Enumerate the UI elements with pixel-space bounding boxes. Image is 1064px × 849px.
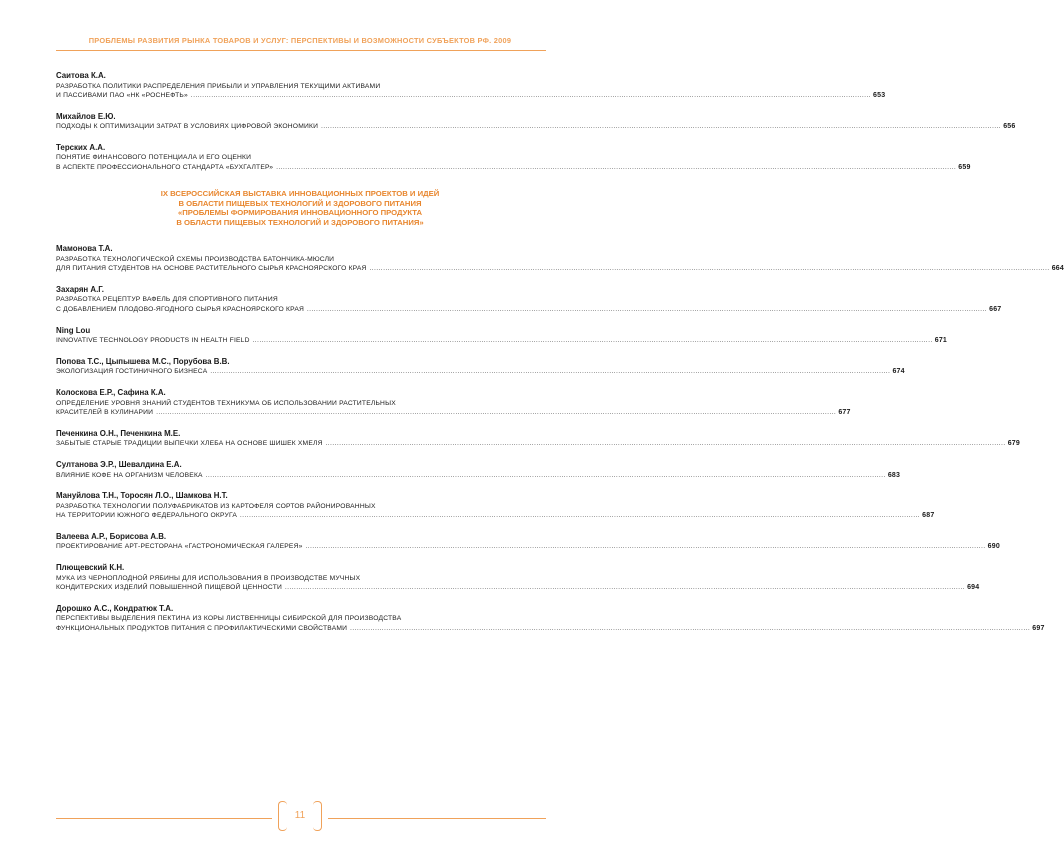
entry-author: Валеева А.Р., Борисова А.В. xyxy=(56,531,167,541)
toc-entry[interactable] xyxy=(56,356,905,378)
entry-page-number[interactable]: 683 xyxy=(887,471,901,479)
entry-author: Терских А.А. xyxy=(56,142,106,152)
entry-page-number[interactable]: 659 xyxy=(958,163,971,171)
entry-title-row xyxy=(56,439,1020,449)
toc-entry[interactable] xyxy=(56,142,971,173)
entry-author: Султанова Э.Р., Шевалдина Е.А. xyxy=(56,460,182,470)
entry-title-row xyxy=(56,264,1064,274)
entry-title-line: ПРОЕКТИРОВАНИЕ АРТ-РЕСТОРАНА «ГАСТРОНОМИЧЕСКАЯ ГАЛЕРЕЯ» xyxy=(56,543,303,551)
entry-title-row xyxy=(56,583,980,593)
toc-entry[interactable] xyxy=(56,428,1020,450)
header-divider xyxy=(56,50,546,51)
left-bracket-icon xyxy=(278,801,287,831)
dot-leader: ............................................................................................................................................................................................................................................................................................................ xyxy=(156,409,837,416)
toc-entry[interactable] xyxy=(56,388,851,418)
entry-title-row xyxy=(56,542,1000,552)
dot-leader: ............................................................................................................................................................................................................................................................................................................ xyxy=(276,164,957,171)
entry-author: Дорошко А.С., Кондратюк Т.А. xyxy=(56,603,174,613)
entry-author: Саитова К.А. xyxy=(56,71,106,80)
entry-page-number[interactable]: 694 xyxy=(967,584,980,592)
entry-title-row xyxy=(56,336,948,346)
entry-title-line: ДЛЯ ПИТАНИЯ СТУДЕНТОВ НА ОСНОВЕ РАСТИТЕЛЬНОГО СЫРЬЯ КРАСНОЯРСКОГО КРАЯ xyxy=(56,265,367,273)
entry-title-row xyxy=(56,471,901,481)
entry-page-number[interactable]: 656 xyxy=(1003,123,1016,131)
toc-entry[interactable] xyxy=(56,111,1016,133)
entry-title-line: МУКА ИЗ ЧЕРНОПЛОДНОЙ РЯБИНЫ ДЛЯ ИСПОЛЬЗОВАНИЯ В ПРОИЗВОДСТВЕ МУЧНЫХ xyxy=(56,574,361,582)
section-heading-line: «ПРОБЛЕМЫ ФОРМИРОВАНИЯ ИННОВАЦИОННОГО ПРОДУКТА xyxy=(177,208,423,218)
toc-entry[interactable] xyxy=(56,325,948,347)
entry-page-number[interactable]: 697 xyxy=(1032,624,1045,632)
entry-author: Михайлов Е.Ю. xyxy=(56,111,116,121)
entry-title-line: В АСПЕКТЕ ПРОФЕССИОНАЛЬНОГО СТАНДАРТА «БУХГАЛТЕР» xyxy=(56,163,274,171)
section-heading-line: В ОБЛАСТИ ПИЩЕВЫХ ТЕХНОЛОГИЙ И ЗДОРОВОГО ПИТАНИЯ» xyxy=(176,217,424,227)
entry-title-line: РАЗРАБОТКА РЕЦЕПТУР ВАФЕЛЬ ДЛЯ СПОРТИВНОГО ПИТАНИЯ xyxy=(56,296,278,304)
entry-author: Ning Lou xyxy=(56,325,91,335)
dot-leader: ............................................................................................................................................................................................................................................................................................................ xyxy=(325,441,1006,448)
entry-title-line: РАЗРАБОТКА ТЕХНОЛОГИИ ПОЛУФАБРИКАТОВ ИЗ КАРТОФЕЛЯ СОРТОВ РАЙОНИРОВАННЫХ xyxy=(56,502,376,510)
entry-title-line: РАЗРАБОТКА ТЕХНОЛОГИЧЕСКОЙ СХЕМЫ ПРОИЗВОДСТВА БАТОНЧИКА-МЮСЛИ xyxy=(56,255,335,263)
entry-title-row xyxy=(56,511,935,521)
footer-divider-right xyxy=(328,818,546,819)
toc-entry[interactable] xyxy=(56,244,1064,274)
section-heading-line: В ОБЛАСТИ ПИЩЕВЫХ ТЕХНОЛОГИЙ И ЗДОРОВОГО ПИТАНИЯ xyxy=(178,198,422,208)
entry-title-row xyxy=(56,367,905,377)
dot-leader: ............................................................................................................................................................................................................................................................................................................ xyxy=(284,585,966,592)
section-heading xyxy=(56,189,544,227)
entry-title-row xyxy=(56,122,1016,132)
page-number-box xyxy=(278,801,322,831)
entry-author: Захарян А.Г. xyxy=(56,284,104,294)
entry-title-line: ПОДХОДЫ К ОПТИМИЗАЦИИ ЗАТРАТ В УСЛОВИЯХ ЦИФРОВОЙ ЭКОНОМИКИ xyxy=(56,123,319,131)
entry-title-row xyxy=(56,408,851,418)
entry-page-number[interactable]: 667 xyxy=(989,305,1002,313)
entry-page-number[interactable]: 653 xyxy=(873,91,886,99)
entry-page-number[interactable]: 690 xyxy=(987,543,1000,551)
entry-title-row xyxy=(56,624,1045,634)
page-number: 11 xyxy=(294,810,306,821)
entry-title-line: ОПРЕДЕЛЕНИЕ УРОВНЯ ЗНАНИЙ СТУДЕНТОВ ТЕХНИКУМА ОБ ИСПОЛЬЗОВАНИИ РАСТИТЕЛЬНЫХ xyxy=(56,399,396,407)
entry-author: Плющевский К.Н. xyxy=(56,563,125,573)
entry-title-line: ЭКОЛОГИЗАЦИЯ ГОСТИНИЧНОГО БИЗНЕСА xyxy=(56,368,208,376)
entry-author: Мануйлова Т.Н., Торосян Л.О., Шамкова Н.Т. xyxy=(56,491,228,501)
dot-leader: ............................................................................................................................................................................................................................................................................................................ xyxy=(321,124,1002,131)
entry-page-number[interactable]: 664 xyxy=(1051,265,1064,273)
entry-title-row xyxy=(56,91,886,101)
entry-title-line: РАЗРАБОТКА ПОЛИТИКИ РАСПРЕДЕЛЕНИЯ ПРИБЫЛИ И УПРАВЛЕНИЯ ТЕКУЩИМИ АКТИВАМИ xyxy=(56,82,381,90)
entry-page-number[interactable]: 677 xyxy=(838,408,851,416)
entry-title-line: НА ТЕРРИТОРИИ ЮЖНОГО ФЕДЕРАЛЬНОГО ОКРУГА xyxy=(56,512,238,520)
entry-title-line: КОНДИТЕРСКИХ ИЗДЕЛИЙ ПОВЫШЕННОЙ ПИЩЕВОЙ ЦЕННОСТИ xyxy=(56,584,282,592)
dot-leader: ............................................................................................................................................................................................................................................................................................................ xyxy=(240,513,921,520)
dot-leader: ............................................................................................................................................................................................................................................................................................................ xyxy=(205,472,886,479)
dot-leader: ............................................................................................................................................................................................................................................................................................................ xyxy=(252,338,933,345)
entry-title-line: ЗАБЫТЫЕ СТАРЫЕ ТРАДИЦИИ ВЫПЕЧКИ ХЛЕБА НА ОСНОВЕ ШИШЕК ХМЕЛЯ xyxy=(56,440,323,448)
toc-entry[interactable] xyxy=(56,460,901,481)
dot-leader: ............................................................................................................................................................................................................................................................................................................ xyxy=(190,92,872,99)
footer-divider-left xyxy=(56,818,272,819)
entry-title-line: INNOVATIVE TECHNOLOGY PRODUCTS IN HEALTH FIELD xyxy=(56,337,250,345)
toc-entry[interactable] xyxy=(56,71,886,101)
toc-entries-after xyxy=(56,244,1064,634)
entry-title-line: ПЕРСПЕКТИВЫ ВЫДЕЛЕНИЯ ПЕКТИНА ИЗ КОРЫ ЛИСТВЕННИЦЫ СИБИРСКОЙ ДЛЯ ПРОИЗВОДСТВА xyxy=(56,615,402,623)
table-of-contents xyxy=(56,71,1064,644)
dot-leader: ............................................................................................................................................................................................................................................................................................................ xyxy=(210,369,891,376)
entry-title-line: ФУНКЦИОНАЛЬНЫХ ПРОДУКТОВ ПИТАНИЯ С ПРОФИЛАКТИЧЕСКИМИ СВОЙСТВАМИ xyxy=(56,624,348,632)
dot-leader: ............................................................................................................................................................................................................................................................................................................ xyxy=(350,625,1031,632)
toc-entry[interactable] xyxy=(56,563,980,593)
entry-title-row xyxy=(56,163,971,173)
toc-entry[interactable] xyxy=(56,284,1002,315)
section-heading-line: IX ВСЕРОССИЙСКАЯ ВЫСТАВКА ИННОВАЦИОННЫХ ПРОЕКТОВ И ИДЕЙ xyxy=(160,188,440,198)
dot-leader: ............................................................................................................................................................................................................................................................................................................ xyxy=(307,306,988,313)
right-bracket-icon xyxy=(313,801,322,831)
entry-title-row xyxy=(56,305,1002,315)
toc-entry[interactable] xyxy=(56,531,1000,553)
dot-leader: ............................................................................................................................................................................................................................................................................................................ xyxy=(369,266,1050,273)
entry-page-number[interactable]: 679 xyxy=(1007,440,1020,448)
entry-title-line: И ПАССИВАМИ ПАО «НК «РОСНЕФТЬ» xyxy=(56,91,188,99)
entry-title-line: КРАСИТЕЛЕЙ В КУЛИНАРИИ xyxy=(56,408,154,416)
entry-author: Колоскова Е.Р., Сафина К.А. xyxy=(56,388,166,398)
entry-title-line: ПОНЯТИЕ ФИНАНСОВОГО ПОТЕНЦИАЛА И ЕГО ОЦЕНКИ xyxy=(56,154,252,162)
entry-page-number[interactable]: 671 xyxy=(934,337,948,345)
toc-entries-before xyxy=(56,71,1016,173)
toc-entry[interactable] xyxy=(56,603,1045,634)
entry-author: Попова Т.С., Цыпышева М.С., Порубова В.В. xyxy=(56,356,230,366)
toc-entry[interactable] xyxy=(56,491,935,521)
entry-author: Мамонова Т.А. xyxy=(56,244,113,254)
running-header: ПРОБЛЕМЫ РАЗВИТИЯ РЫНКА ТОВАРОВ И УСЛУГ: ПЕРСПЕКТИВЫ И ВОЗМОЖНОСТИ СУБЪЕКТОВ РФ. 2009 xyxy=(88,36,512,45)
entry-page-number[interactable]: 674 xyxy=(892,368,905,376)
entry-title-line: С ДОБАВЛЕНИЕМ ПЛОДОВО-ЯГОДНОГО СЫРЬЯ КРАСНОЯРСКОГО КРАЯ xyxy=(56,305,305,313)
dot-leader: ............................................................................................................................................................................................................................................................................................................ xyxy=(305,544,986,551)
entry-page-number[interactable]: 687 xyxy=(922,512,935,520)
entry-title-line: ВЛИЯНИЕ КОФЕ НА ОРГАНИЗМ ЧЕЛОВЕКА xyxy=(56,471,203,479)
entry-author: Печенкина О.Н., Печенкина М.Е. xyxy=(56,428,181,438)
